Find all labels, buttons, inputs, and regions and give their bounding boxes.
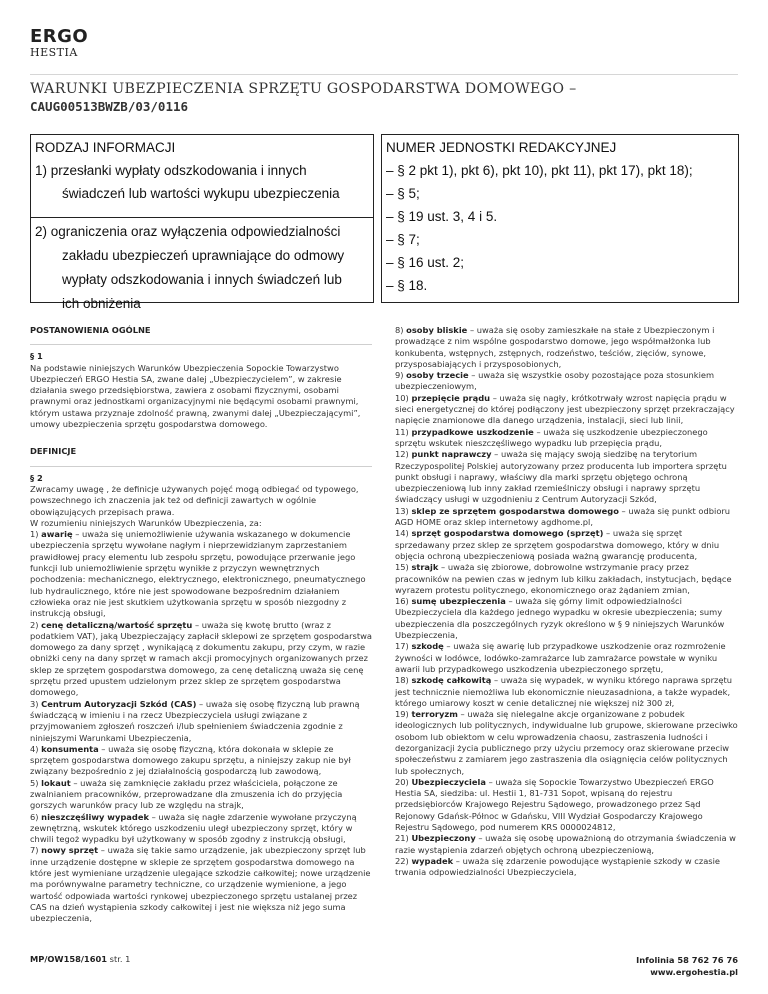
definition-number: 19) — [395, 709, 409, 720]
definition-item — [395, 833, 738, 856]
definition-text: – uważa się wszystkie osoby pozostające poza stosunkiem ubezpieczeniowym, — [395, 370, 715, 392]
section-heading-definitions: DEFINICJE — [30, 446, 77, 457]
info-left-item2-line4: ich obniżenia — [62, 296, 141, 311]
top-divider — [30, 74, 738, 75]
definition-text: – uważa się zamknięcie zakładu przez właściciela, połączone ze zwalnianiem pracowników, przeprowadzane dla zmuszenia ich do przyjęcia gorszych warunków pracy lub ze względu na strajk, — [30, 777, 343, 811]
paragraph-1-text: Na podstawie niniejszych Warunków Ubezpieczenia Sopockie Towarzystwo Ubezpieczeń ERGO Hestia SA, zwane dalej „Ubezpieczycielem”, w zakresie działania swego przedsiębiorstwa, zawiera z osobami fizycznymi, osobami prawnymi oraz jednostkami organizacyjnymi nie będącymi osobami prawnymi, którym ustawa przyznaje zdolność prawną, zwanymi dalej „Ubezpieczającymi”, umowy ubezpieczenia sprzętu gospodarstwa domowego. — [30, 362, 361, 430]
definition-item — [395, 393, 738, 427]
definition-term: nowy sprzęt — [41, 845, 99, 856]
info-right-header: NUMER JEDNOSTKI REDAKCYJNEJ — [386, 140, 617, 155]
definition-text: – uważa się osobę fizyczną, która dokonała w sklepie ze sprzętem gospodarstwa domowego zakupu sprzętu, a niniejszy zakup nie był związany bezpośrednio z jej działalnością gospodarczą lub zawodową, — [30, 743, 351, 777]
definition-number: 8) — [395, 325, 404, 335]
info-table-right — [381, 134, 739, 303]
definition-item — [395, 856, 738, 879]
footer-infoline: Infolinia 58 762 76 76 — [636, 955, 738, 965]
definition-item — [395, 777, 738, 833]
definition-term: Centrum Autoryzacji Szkód (CAS) — [41, 698, 197, 709]
definition-term: strajk — [411, 562, 439, 573]
definition-term: lokaut — [41, 777, 71, 788]
info-left-divider — [31, 217, 373, 218]
section-heading-general: POSTANOWIENIA OGÓLNE — [30, 325, 151, 335]
definition-item — [30, 778, 372, 812]
definition-text: – uważa się Sopockie Towarzystwo Ubezpieczeń ERGO Hestia SA, siedziba: ul. Hestii 1, 81-731 Sopot, wpisaną do rejestru przedsiębiorców Krajowego Rejestru Sądowego, prowadzonego przez Sąd Rejonowy Gdańsk-Północ w Gdańsku, VIII Wydział Gospodarczy Krajowego Rejestru Sądowego, pod numerem KRS 0000024812, — [395, 776, 714, 833]
info-left-item1-line2: świadczeń lub wartości wykupu ubezpieczenia — [62, 186, 340, 201]
definition-item — [30, 744, 372, 778]
info-left-item2-line2: zakładu ubezpieczeń uprawniające do odmowy — [62, 248, 345, 263]
definition-term: nieszczęśliwy wypadek — [41, 811, 149, 822]
info-right-row: – § 19 ust. 3, 4 i 5. — [386, 209, 498, 224]
info-left-header: RODZAJ INFORMACJI — [35, 140, 176, 155]
definition-number: 2) — [30, 619, 39, 630]
definition-term: wypadek — [411, 855, 454, 866]
logo-line-ergo: ERGO — [30, 26, 89, 47]
definition-item — [30, 812, 372, 846]
paragraph-number-1: § 1 — [30, 351, 43, 362]
footer-website: www.ergohestia.pl — [650, 967, 738, 977]
definition-item — [395, 675, 738, 709]
definition-term: przypadkowe uszkodzenie — [411, 426, 534, 437]
info-left-item2-line1: 2) ograniczenia oraz wyłączenia odpowiedzialności — [35, 224, 341, 239]
document-code: CAUG00513BWZB/03/0116 — [30, 99, 189, 114]
logo-line-hestia: HESTIA — [30, 46, 78, 59]
definition-item — [395, 427, 738, 450]
definition-term: przepięcie prądu — [411, 392, 491, 403]
definition-term: szkodę całkowitą — [411, 675, 492, 686]
definition-number: 15) — [395, 562, 409, 573]
definitions-list-right — [395, 325, 738, 879]
definitions-list-left — [30, 529, 372, 924]
section-divider — [30, 466, 372, 467]
definition-item — [30, 620, 372, 699]
definition-number: 22) — [395, 855, 409, 866]
definition-number: 12) — [395, 449, 409, 460]
definition-term: punkt naprawczy — [411, 449, 492, 460]
definition-text: – uważa się awarię lub przypadkowe uszkodzenie oraz rozmrożenie żywności w lodówce, lodówko-zamrażarce lub zamrażarce powstałe w wyniku awarii lub przypadkowego uszkodzenia ubezpieczonego sprzętu, — [395, 641, 726, 674]
info-right-row: – § 2 pkt 1), pkt 6), pkt 10), pkt 11), pkt 17), pkt 18); — [386, 163, 693, 178]
definition-number: 21) — [395, 833, 409, 844]
definition-number: 13) — [395, 505, 409, 516]
definition-term: szkodę — [411, 641, 444, 652]
ergo-hestia-logo — [30, 28, 88, 58]
left-text-column — [30, 325, 372, 925]
definition-number: 6) — [30, 811, 39, 822]
footer-page-number: str. 1 — [109, 954, 131, 964]
definition-number: 14) — [395, 528, 409, 539]
info-right-row: – § 7; — [386, 232, 420, 247]
definition-term: osoby trzecie — [406, 370, 469, 381]
info-left-item1-line1: 1) przesłanki wypłaty odszkodowania i innych — [35, 163, 307, 178]
definition-term: awarię — [41, 529, 73, 540]
definition-item — [30, 845, 372, 924]
footer-document-code — [30, 954, 130, 964]
definitions-intro: Zwracamy uwagę , że definicje używanych pojęć mogą odbiegać od typowego, powszechnego ich znaczenia jak też od definicji zawartych w ogólnie obowiązujących przepisach prawa. — [30, 483, 359, 517]
definition-number: 11) — [395, 426, 409, 437]
definition-text: – uważa się zdarzenie powodujące wystąpienie szkody w czasie trwania odpowiedzialności Ubezpieczyciela, — [395, 855, 721, 878]
definition-item — [30, 529, 372, 619]
definition-text: – uważa się nagłe zdarzenie wywołane przyczyną zewnętrzną, wskutek którego uszkodzeniu uległ ubezpieczony sprzęt, który w chwili tegoż wypadku był użytkowany w sposób zgodny z instrukcją obsługi, — [30, 811, 357, 845]
footer-contact — [636, 954, 738, 978]
definition-item — [395, 528, 738, 562]
definition-text: – uważa się punkt odbioru AGD HOME oraz sklep internetowy agdhome.pl, — [395, 505, 731, 528]
definition-text: – uważa się uniemożliwienie używania wskazanego w dokumencie ubezpieczenia sprzętu wywołane nagłym i nieprzewidzianym zaprzestaniem prawidłowej pracy elementu lub zespołu sprzętu, powodujące przerwanie jego funkcji lub uniemożliwienie sprzętu wynikłe z przyczyn wewnętrznych pochodzenia: mechanicznego, elektrycznego, elektronicznego, pneumatycznego lub hydraulicznego, które nie jest spowodowane bezpośrednim działaniem człowieka oraz nie jest skutkiem użytkowania sprzętu w sposób niezgodny z instrukcją obsługi, — [30, 529, 366, 619]
definition-text: – uważa się osobę upoważnioną do otrzymania świadczenia w razie wystąpienia zdarzeń objętych ochroną ubezpieczeniową, — [395, 833, 736, 855]
definition-number: 3) — [30, 698, 39, 709]
definition-number: 7) — [30, 845, 39, 856]
definition-item — [395, 709, 738, 777]
definition-term: Ubezpieczony — [411, 833, 476, 844]
definition-term: osoby bliskie — [406, 325, 468, 335]
definition-text: – uważa się kwotę brutto (wraz z podatkiem VAT), jaką Ubezpieczający zapłacił sklepowi ze sprzętem gospodarstwa domowego za dany sprzęt , wynikającą z dokumentu zakupu, przy czym, w razie obniżki ceny na dany sprzęt w ramach akcji promocyjnych organizowanych przez sklep ze sprzętem gospodarstwa domowego, za cenę detaliczną uważa się cenę sprzętu przed upustem udzielonym przez sklep ze sprzętem gospodarstwa domowego, — [30, 619, 372, 698]
info-right-row: – § 16 ust. 2; — [386, 255, 465, 270]
document-title-line1: WARUNKI UBEZPIECZENIA SPRZĘTU GOSPODARSTWA DOMOWEGO – — [30, 81, 577, 97]
definition-text: – uważa się nielegalne akcje organizowane z pobudek ideologicznych lub politycznych, indywidualne lub grupowe, skierowane przeciwko osobom lub obiektom w celu wprowadzenia chaosu, zastraszenia ludności i dezorganizacji życia publicznego przy użyciu przemocy oraz skierowane przeciw społeczeństwu z zamiarem jego zastraszenia dla osiągnięcia celów politycznych lub społecznych, — [395, 709, 738, 776]
document-title — [30, 81, 730, 115]
definition-text: – uważa się zbiorowe, dobrowolne wstrzymanie pracy przez pracowników na pewien czas w jednym lub kilku zakładach, instytucjach, będące wyrazem protestu politycznego, ekonomicznego oraz żądaniem zmian, — [395, 562, 732, 595]
definition-item — [395, 370, 738, 393]
definition-item — [395, 449, 738, 505]
definition-number: 1) — [30, 529, 39, 540]
definition-term: sklep ze sprzętem gospodarstwa domowego — [411, 505, 619, 516]
paragraph-number-2: § 2 — [30, 472, 43, 483]
info-right-row: – § 5; — [386, 186, 420, 201]
definition-text: – uważa się osobę fizyczną lub prawną świadczącą w imieniu i na rzecz Ubezpieczyciela usługi związane z przyjmowaniem zgłoszeń roszczeń i/lub spełnieniem świadczenia zgodnie z niniejszymi Warunkami Ubezpieczenia, — [30, 698, 360, 743]
info-right-row: – § 18. — [386, 278, 428, 293]
definition-text: – uważa się osoby zamieszkałe na stałe z Ubezpieczonym i prowadzące z nim wspólne gospodarstwo domowe, jego współmałżonka lub konkubenta, wstępnych, zstępnych, rodzeństwo, teściów, zięciów, synowe, przysposabiających i przysposobionych, — [395, 325, 715, 369]
definition-number: 18) — [395, 675, 409, 686]
definition-item — [395, 641, 738, 675]
definition-item — [395, 562, 738, 596]
definition-text: – uważa się górny limit odpowiedzialności Ubezpieczyciela dla każdego jednego wypadku w okresie ubezpieczenia; sumy ubezpieczenia dla poszczególnych ryzyk określono w § 9 niniejszych Warunków Ubezpieczenia, — [395, 596, 725, 641]
definition-text: – uważa się uszkodzenie ubezpieczonego sprzętu wskutek nieszczęśliwego wypadku lub przepięcia prądu, — [395, 426, 708, 448]
footer-code: MP/OW158/1601 — [30, 954, 108, 964]
definition-number: 20) — [395, 776, 409, 787]
definition-number: 9) — [395, 370, 404, 381]
definition-term: Ubezpieczyciela — [411, 776, 486, 787]
definition-number: 10) — [395, 392, 409, 403]
info-table-left — [30, 134, 374, 311]
definition-term: cenę detaliczną/wartość sprzętu — [41, 619, 193, 630]
definition-number: 16) — [395, 596, 409, 607]
definition-item — [30, 699, 372, 744]
definition-number: 5) — [30, 777, 39, 788]
definition-text: – uważa się takie samo urządzenie, jak ubezpieczony sprzęt lub inne urządzenie dostępne w sklepie ze sprzętem gospodarstwa domowego na które jest wymieniane urządzenie ulegające szkodzie całkowitej; nowe urządzenie ma porównywalne parametry techniczne, co urządzenie wymienione, a jego wartość odpowiada wartości rynkowej ubezpieczonego sprzętu ustalanej przez CAS na dzień wystąpienia szkody całkowitej i jest nie większa niż jego suma ubezpieczenia, — [30, 845, 371, 924]
section-divider — [30, 344, 372, 345]
definition-term: terroryzm — [411, 709, 458, 720]
definition-item — [395, 325, 738, 370]
definition-number: 4) — [30, 743, 39, 754]
definition-term: sumę ubezpieczenia — [411, 596, 506, 607]
definitions-intro-2: W rozumieniu niniejszych Warunków Ubezpieczenia, za: — [30, 517, 262, 528]
definition-number: 17) — [395, 641, 409, 652]
definition-item — [395, 506, 738, 529]
definition-item — [395, 596, 738, 641]
definition-text: – uważa się mający swoją siedzibę na terytorium Rzeczypospolitej Polskiej autoryzowany przez producenta lub importera sprzętu punkt obsługi i naprawy, właściwy dla marki sprzętu objętego ochroną ubezpieczeniową lub inny zakład rzemieślniczy obsługi i naprawy sprzętu świadczący usługi w uzgodnieniu z Centrum Autoryzacji Szkód, — [395, 449, 727, 505]
definition-term: sprzęt gospodarstwa domowego (sprzęt) — [411, 528, 604, 539]
right-text-column — [395, 325, 738, 879]
definition-term: konsumenta — [41, 743, 99, 754]
definition-text: – uważa się sprzęt sprzedawany przez sklep ze sprzętem gospodarstwa domowego, który w dniu objęcia ochroną ubezpieczeniową posiada ważną gwarancję producenta, — [395, 528, 720, 561]
info-left-item2-line3: wypłaty odszkodowania i innych świadczeń lub — [62, 272, 342, 287]
definition-text: – uważa się wypadek, w wyniku którego naprawa sprzętu jest technicznie niemożliwa lub ekonomicznie nieuzasadniona, a także wypadek, którego umiarowy koszt w cenie detalicznej nie większej niż 300 zł, — [395, 675, 732, 708]
definition-text: – uważa się nagły, krótkotrwały wzrost napięcia prądu w sieci energetycznej do której podłączony jest ubezpieczony sprzęt przekraczający napięcie znamionowe dla danego urządzenia, instalacji, sieci lub linii, — [395, 392, 735, 426]
